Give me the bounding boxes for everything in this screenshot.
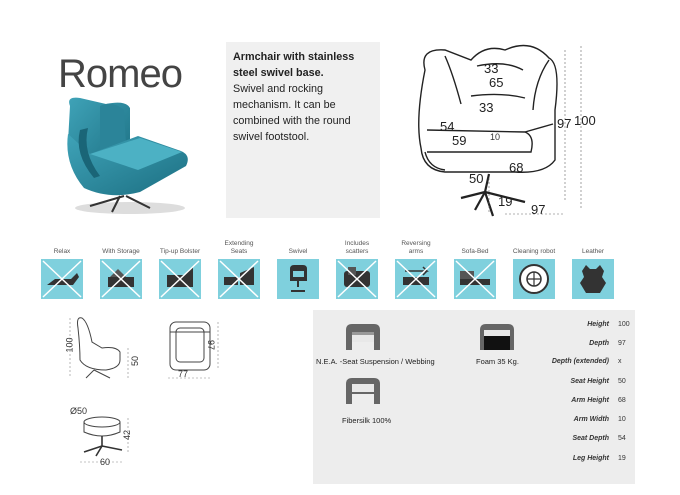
description-box (226, 42, 380, 218)
cleaning-robot-icon (513, 259, 555, 299)
material-fibersilk-icon (342, 376, 384, 410)
feature-icon-box (336, 259, 378, 299)
material-foam-label: Foam 35 Kg. (476, 357, 519, 366)
relax-icon (41, 259, 83, 299)
dim-height-inner: 97 (557, 116, 572, 131)
feature-label: Reversing arms (401, 240, 431, 255)
spec-key: Seat Height (570, 378, 609, 385)
top-view-drawing (160, 318, 230, 384)
feature-label: Leather (581, 248, 605, 255)
dim-arm-width: 59 (452, 133, 467, 148)
feature-icon-box (395, 259, 437, 299)
reversing-arms-icon (395, 259, 437, 299)
material-webbing-icon (342, 322, 384, 356)
feature-label: Cleaning robot (512, 248, 556, 255)
feature-extending-seats (217, 238, 261, 299)
feature-label: Tip-up Bolster (159, 248, 201, 255)
feature-storage (99, 238, 143, 299)
dim-arm-small: 10 (490, 132, 501, 142)
sofa-bed-icon (454, 259, 496, 299)
feature-label: Relax (53, 248, 71, 255)
feature-icon-box (41, 259, 83, 299)
storage-icon (100, 259, 142, 299)
spec-key: Height (587, 321, 609, 328)
small-top-depth: 97 (206, 339, 217, 351)
feature-icon-box (159, 259, 201, 299)
feature-reversing-arms (394, 238, 438, 299)
dim-back-mid: 33 (479, 100, 494, 115)
scatters-icon (336, 259, 378, 299)
extending-seats-icon (218, 259, 260, 299)
spec-value: 100 (618, 321, 630, 328)
swivel-icon (277, 259, 319, 299)
product-title: Romeo (58, 52, 182, 96)
feature-icon-box (277, 259, 319, 299)
small-side-height: 100 (64, 337, 75, 353)
feature-icon-box (100, 259, 142, 299)
leather-icon (572, 259, 614, 299)
feature-leather (571, 238, 615, 299)
dim-back-top: 33 (484, 61, 499, 76)
spec-value: 19 (618, 455, 626, 462)
feature-label: Includes scatters (344, 240, 370, 255)
spec-key: Seat Depth (572, 435, 609, 442)
description-bold: Armchair with stainless steel swivel base. (233, 51, 355, 79)
material-webbing-label: N.E.A. -Seat Suspension / Webbing (316, 357, 435, 366)
feature-label: Sofa-Bed (461, 248, 489, 255)
spec-value: 10 (618, 416, 626, 423)
feature-label: Swivel (288, 248, 308, 255)
dim-depth: 97 (531, 202, 546, 217)
feature-relax (40, 238, 84, 299)
spec-value: 54 (618, 435, 626, 442)
feature-icon-box (513, 259, 555, 299)
spec-value: 50 (618, 378, 626, 385)
description-text: Swivel and rocking mechanism. It can be combined with the round swivel footstool. (233, 83, 351, 143)
dim-height: 100 (574, 113, 596, 128)
dim-back-width: 65 (489, 75, 504, 90)
small-stool-width: 60 (100, 457, 111, 467)
small-stool-height: 42 (122, 429, 133, 441)
spec-key: Depth (589, 340, 609, 347)
spec-key: Arm Width (573, 416, 609, 423)
feature-sofa-bed (453, 238, 497, 299)
material-fibersilk-label: Fibersilk 100% (342, 416, 392, 425)
spec-key: Leg Height (572, 455, 609, 462)
feature-icon-box (572, 259, 614, 299)
dim-seat-side: 54 (440, 119, 455, 134)
feature-scatters (335, 238, 379, 299)
small-side-depth: 50 (130, 355, 141, 367)
spec-key: Arm Height (571, 397, 609, 404)
technical-drawing (405, 40, 605, 220)
spec-value: x (618, 358, 622, 365)
feature-swivel (276, 238, 320, 299)
dim-base: 50 (469, 171, 484, 186)
small-top-width: 77 (178, 369, 189, 379)
spec-key: Depth (extended) (551, 358, 609, 365)
dim-seat-height: 68 (509, 160, 524, 175)
feature-cleaning-robot (512, 238, 556, 299)
feature-tipup-bolster (158, 238, 202, 299)
tipup-bolster-icon (159, 259, 201, 299)
feature-label: With Storage (102, 248, 140, 255)
material-foam-icon (476, 322, 518, 352)
spec-value: 68 (618, 397, 626, 404)
feature-label: Extending Seats (224, 240, 254, 255)
dim-leg: 19 (498, 194, 513, 209)
small-stool-diameter: Ø50 (70, 406, 88, 416)
product-photo (60, 92, 200, 217)
feature-icon-box (218, 259, 260, 299)
feature-icon-box (454, 259, 496, 299)
spec-value: 97 (618, 340, 626, 347)
